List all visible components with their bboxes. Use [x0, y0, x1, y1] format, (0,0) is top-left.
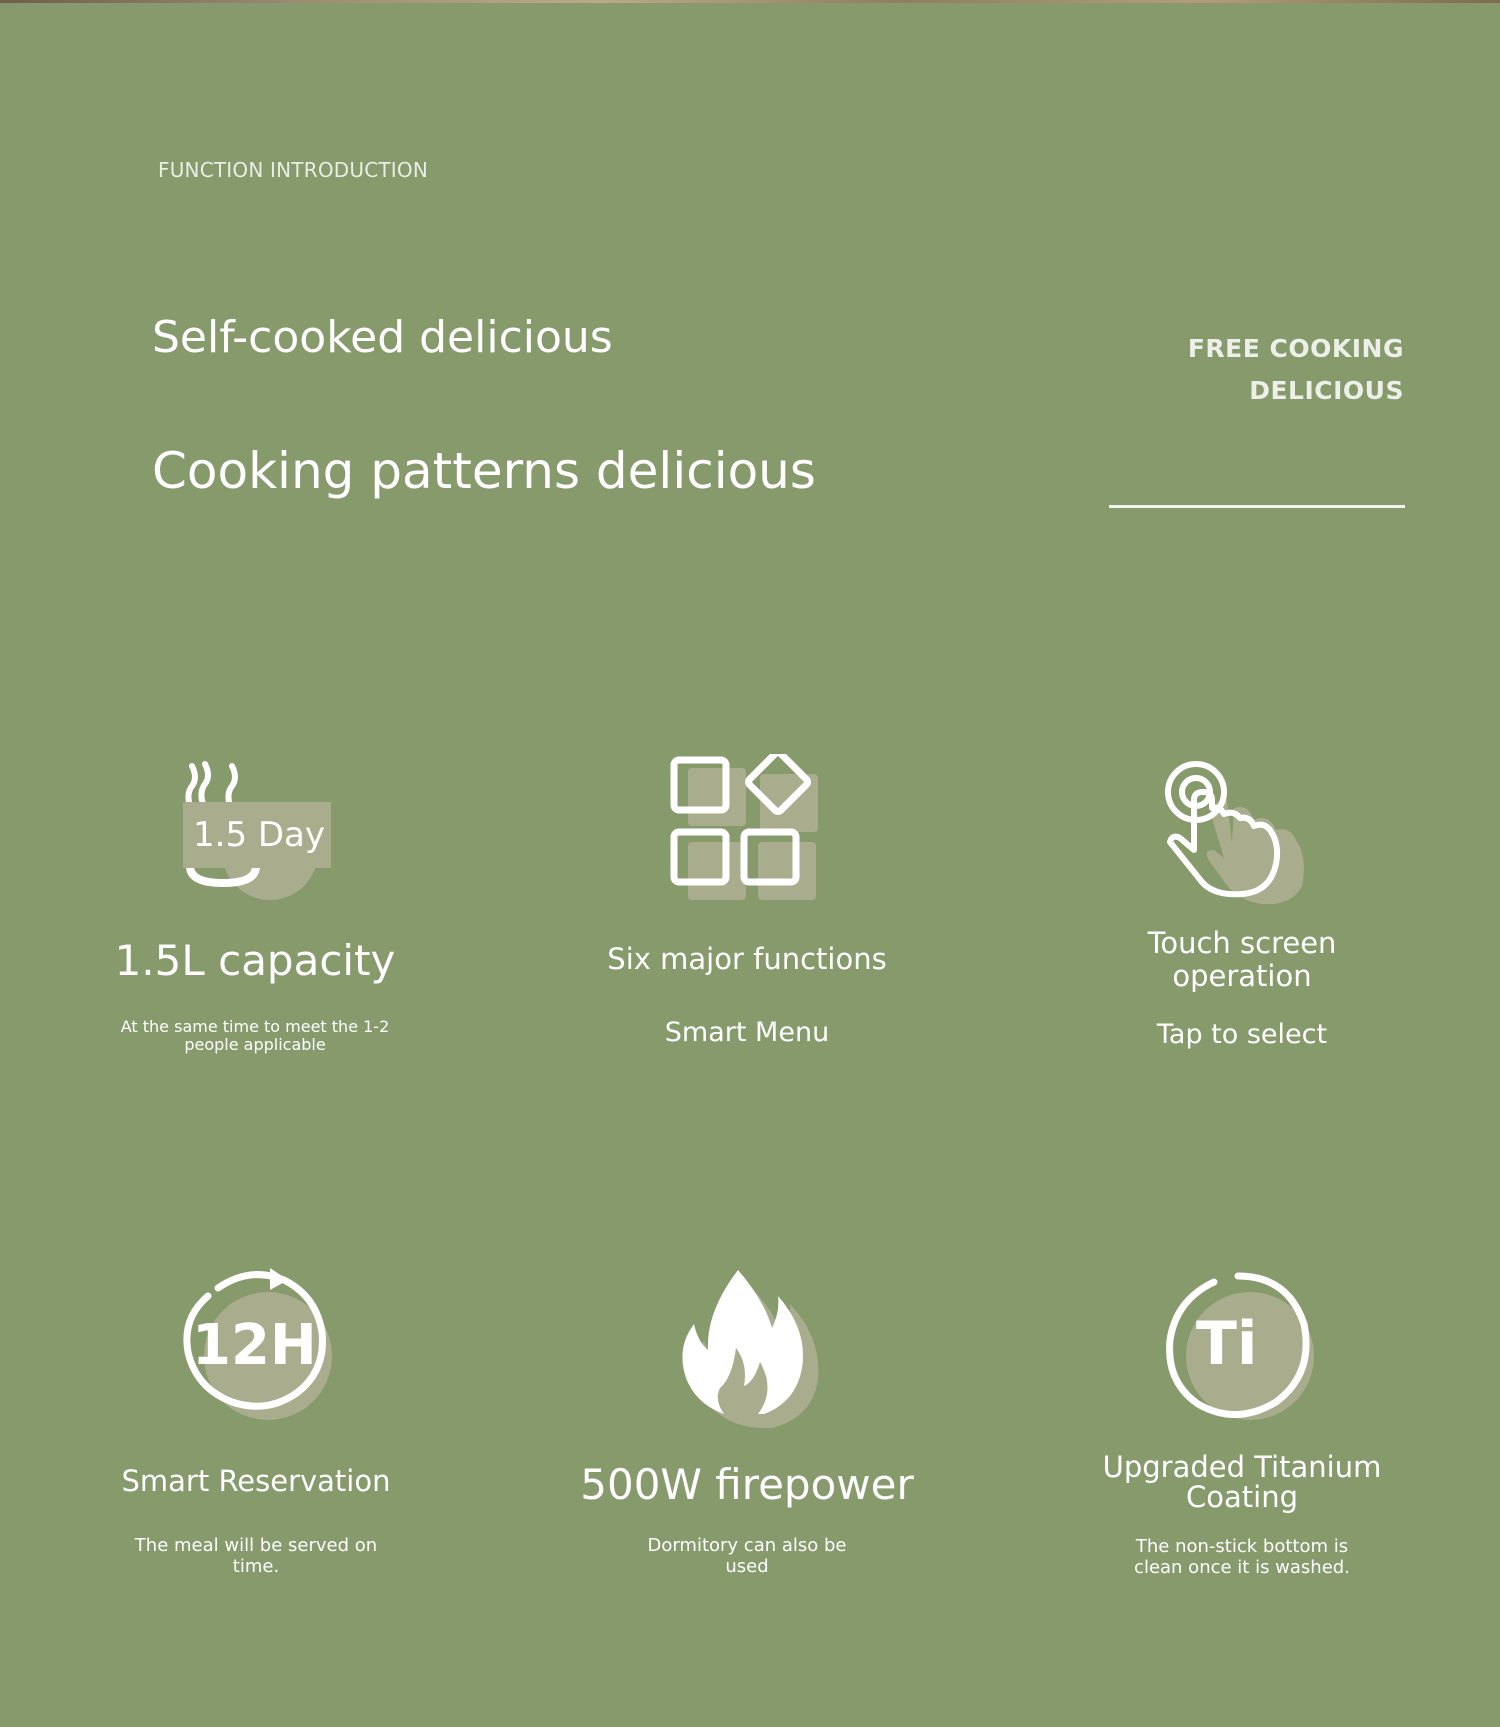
flame-icon: [676, 1268, 826, 1428]
capacity-day-badge: 1.5 Day: [183, 802, 331, 868]
feature-title: 500W firepower: [580, 1460, 914, 1509]
side-tagline-line-1: FREE COOKING: [1187, 334, 1404, 363]
section-kicker: FUNCTION INTRODUCTION: [158, 158, 428, 182]
feature-description: The meal will be served on time.: [134, 1535, 378, 1577]
side-tagline-line-2: DELICIOUS: [1249, 376, 1404, 405]
feature-description: At the same time to meet the 1-2 people applicable: [120, 1017, 390, 1054]
feature-description: The non-stick bottom is clean once it is washed.: [1134, 1536, 1350, 1578]
side-tagline: [1188, 328, 1404, 412]
feature-title: 1.5L capacity: [114, 936, 396, 985]
titanium-ti-label: Ti: [1196, 1309, 1258, 1379]
grid-menu-icon: [670, 754, 830, 904]
headline-cooking-patterns: Cooking patterns delicious: [152, 442, 816, 500]
titanium-ti-icon: [1164, 1270, 1324, 1430]
feature-title: Smart Reservation: [121, 1464, 391, 1498]
feature-title: Touch screen operation: [1147, 926, 1337, 993]
feature-title: Six major functions: [607, 942, 887, 976]
headline-self-cooked: Self-cooked delicious: [152, 312, 613, 363]
clock-12h-label: 12H: [192, 1313, 317, 1378]
feature-description: Dormitory can also be used: [647, 1535, 847, 1577]
feature-subtitle: Tap to select: [1156, 1019, 1328, 1050]
side-divider: [1109, 505, 1405, 508]
feature-subtitle: Smart Menu: [664, 1017, 830, 1048]
top-photo-strip: [0, 0, 1500, 3]
clock-12h-icon: [178, 1260, 338, 1426]
tap-hand-icon: [1158, 754, 1328, 904]
feature-title: Upgraded Titanium Coating: [1102, 1450, 1382, 1514]
